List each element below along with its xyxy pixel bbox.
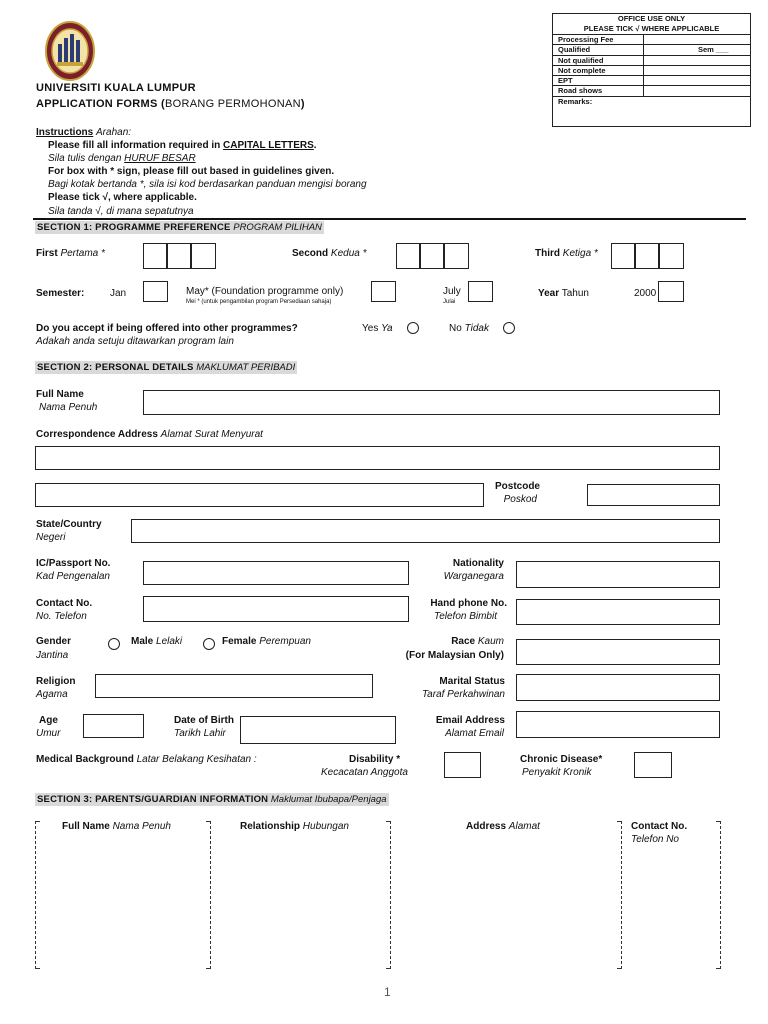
label-en: First — [36, 248, 58, 259]
year-box[interactable] — [658, 281, 684, 302]
form-title-paren-close: ) — [300, 98, 305, 110]
label-malay: Kedua * — [330, 248, 367, 259]
first-choice-box[interactable] — [167, 243, 191, 269]
handphone-input[interactable] — [516, 599, 720, 625]
postcode-label-malay: Poskod — [503, 494, 537, 505]
gender-female-radio[interactable] — [203, 638, 215, 650]
postcode-label: Postcode — [494, 481, 540, 492]
instruction-capital: HURUF BESAR — [124, 153, 196, 164]
column-bracket — [716, 821, 721, 969]
race-label — [400, 635, 504, 648]
label-en: Relationship — [240, 821, 301, 832]
office-use-subtitle: PLEASE TICK √ WHERE APPLICABLE — [583, 24, 720, 33]
address-line1-input[interactable] — [35, 446, 720, 470]
gender-male-radio[interactable] — [108, 638, 120, 650]
form-title-paren-open: ( — [160, 98, 165, 110]
second-choice-box[interactable] — [396, 243, 420, 269]
label-malay: Perempuan — [259, 636, 311, 647]
label-malay: Hubungan — [302, 821, 349, 832]
third-choice-label — [535, 247, 598, 260]
guardian-relationship-header — [240, 820, 349, 833]
form-title-english: APPLICATION FORMS — [36, 98, 158, 110]
office-row-label: Not qualified — [558, 55, 604, 65]
second-choice-box[interactable] — [444, 243, 469, 269]
form-title — [36, 98, 305, 111]
label-malay: Lelaki — [156, 636, 183, 647]
age-label-malay: Umur — [36, 728, 61, 739]
office-use-title: OFFICE USE ONLY — [617, 14, 686, 23]
semester-jan-label: Jan — [110, 288, 127, 299]
label-en: Full Name — [62, 821, 110, 832]
label-malay: Tidak — [464, 323, 489, 334]
section-title-text: SECTION 3: PARENTS/GUARDIAN INFORMATION — [37, 794, 269, 805]
chronic-label: Chronic Disease* — [520, 754, 603, 765]
instruction-line: Please tick √, where applicable. — [48, 192, 197, 203]
guardian-address-header — [466, 820, 540, 833]
office-use-table — [552, 13, 751, 127]
instruction-line: Sila tanda √, di mana sepatutnya — [48, 206, 194, 217]
age-label: Age — [39, 715, 58, 726]
email-label: Email Address — [435, 715, 505, 726]
third-choice-box[interactable] — [611, 243, 635, 269]
second-choice-box[interactable] — [420, 243, 444, 269]
label-en: Female — [222, 636, 257, 647]
label-malay: Tahun — [561, 288, 589, 299]
label-malay: Alamat Surat Menyurat — [160, 429, 263, 440]
address-line2-input[interactable] — [35, 483, 484, 507]
ic-label-malay: Kad Pengenalan — [36, 571, 110, 582]
ic-label: IC/Passport No. — [36, 558, 111, 569]
label-malay: Kaum — [477, 636, 504, 647]
section-subtitle-text: Maklumat Ibubapa/Penjaga — [270, 794, 387, 805]
university-logo — [44, 20, 96, 82]
email-input[interactable] — [516, 711, 720, 738]
office-sem: Sem ___ — [698, 45, 729, 55]
label-en: Correspondence Address — [36, 429, 158, 440]
instruction-period: . — [313, 140, 317, 151]
label-en: Third — [535, 248, 560, 259]
section-subtitle-text: MAKLUMAT PERIBADI — [196, 362, 296, 373]
second-choice-label — [292, 247, 367, 260]
office-row — [553, 86, 750, 96]
year-label — [538, 287, 589, 300]
full-name-input[interactable] — [143, 390, 720, 415]
first-choice-label — [36, 247, 105, 260]
gender-female-label — [222, 635, 311, 648]
semester-may-box[interactable] — [371, 281, 396, 302]
label-en: Male — [131, 636, 154, 647]
state-label: State/Country — [36, 519, 102, 530]
instruction-capital: CAPITAL LETTERS — [223, 140, 314, 151]
office-row — [553, 35, 750, 45]
label-malay: Ya — [381, 323, 393, 334]
dob-input[interactable] — [240, 716, 396, 744]
age-input[interactable] — [83, 714, 144, 738]
office-row — [553, 45, 750, 55]
chronic-label-malay: Penyakit Kronik — [522, 767, 592, 778]
semester-may-note: Mei * (untuk pengambilan program Persediaan sahaja) — [186, 299, 332, 305]
instruction-text: Please fill all information required in — [48, 140, 224, 151]
third-choice-box[interactable] — [659, 243, 684, 269]
disability-label-malay: Kecacatan Anggota — [321, 767, 408, 778]
instruction-line: Bagi kotak bertanda *, sila isi kod berdasarkan panduan mengisi borang — [48, 179, 367, 190]
first-choice-box[interactable] — [191, 243, 216, 269]
race-input[interactable] — [516, 639, 720, 665]
column-bracket — [35, 821, 40, 969]
address-label — [36, 428, 263, 441]
page-number: 1 — [384, 985, 391, 999]
first-choice-box[interactable] — [143, 243, 167, 269]
semester-may-label: May* (Foundation programme only) — [186, 286, 344, 297]
office-use-header — [553, 14, 750, 35]
religion-label-malay: Agama — [36, 689, 68, 700]
contact-no-input[interactable] — [143, 596, 409, 622]
accept-other-question: Do you accept if being offered into other programmes? — [36, 323, 298, 334]
disability-label: Disability * — [349, 754, 401, 765]
medical-label — [36, 753, 257, 766]
office-row — [553, 56, 750, 66]
state-country-input[interactable] — [131, 519, 720, 543]
label-malay: Nama Penuh — [112, 821, 171, 832]
guardian-fullname-header — [62, 820, 171, 833]
office-row-label: Not complete — [558, 65, 606, 75]
instruction-text: Sila tulis dengan — [48, 153, 125, 164]
office-row-label: Qualified — [558, 45, 591, 55]
label-malay: Alamat — [508, 821, 540, 832]
office-row — [553, 66, 750, 76]
section-subtitle-text: PROGRAM PILIHAN — [233, 222, 322, 233]
third-choice-box[interactable] — [635, 243, 659, 269]
office-row — [553, 76, 750, 86]
full-name-label: Full Name — [36, 389, 84, 400]
postcode-input[interactable] — [587, 484, 720, 506]
section3-title — [35, 793, 389, 806]
gender-label-malay: Jantina — [36, 650, 69, 661]
accept-other-question-malay: Adakah anda setuju ditawarkan program lain — [36, 336, 234, 347]
section-title-text: SECTION 2: PERSONAL DETAILS — [37, 362, 194, 373]
label-en: No — [449, 323, 462, 334]
column-bracket — [386, 821, 391, 969]
label-malay: Ketiga * — [562, 248, 598, 259]
label-malay: Latar Belakang Kesihatan : — [136, 754, 257, 765]
handphone-label-malay: Telefon Bimbit — [434, 611, 497, 622]
accept-yes-label — [362, 322, 393, 335]
office-row-label: Road shows — [558, 86, 603, 96]
contact-label-malay: No. Telefon — [36, 611, 87, 622]
year-prefix: 2000 — [634, 288, 657, 299]
contact-label: Contact No. — [36, 598, 93, 609]
disability-box[interactable] — [444, 752, 481, 778]
nationality-label-malay: Warganegara — [443, 571, 504, 582]
nationality-label: Nationality — [452, 558, 504, 569]
label-en: Second — [292, 248, 329, 259]
guardian-contact-header: Contact No. — [631, 821, 688, 832]
accept-yes-radio[interactable] — [407, 322, 419, 334]
office-remarks: Remarks: — [558, 96, 593, 106]
label-en: Medical Background — [36, 754, 134, 765]
divider — [33, 218, 746, 220]
office-row-label: EPT — [558, 76, 573, 86]
instructions-heading-en: Instructions — [36, 127, 94, 138]
label-en: Race — [451, 636, 476, 647]
marital-label: Marital Status — [439, 676, 505, 687]
semester-label: Semester: — [36, 288, 85, 299]
semester-july-box[interactable] — [468, 281, 493, 302]
instruction-line — [48, 139, 317, 152]
label-en: Year — [538, 288, 560, 299]
state-label-malay: Negeri — [36, 532, 66, 543]
form-title-malay: BORANG PERMOHONAN — [164, 98, 301, 110]
section-title-text: SECTION 1: PROGRAMME PREFERENCE — [37, 222, 231, 233]
accept-no-label — [449, 322, 489, 335]
full-name-label-malay: Nama Penuh — [39, 402, 98, 413]
handphone-label: Hand phone No. — [430, 598, 507, 609]
marital-status-input[interactable] — [516, 674, 720, 701]
gender-label: Gender — [36, 636, 72, 647]
semester-jan-box[interactable] — [143, 281, 168, 302]
section2-title — [35, 361, 297, 374]
column-bracket — [617, 821, 622, 969]
nationality-input[interactable] — [516, 561, 720, 588]
semester-july-label: July — [443, 286, 461, 297]
label-en: Address — [466, 821, 507, 832]
semester-july-note: Julai — [443, 299, 456, 305]
office-row-label: Processing Fee — [558, 35, 614, 44]
university-name: UNIVERSITI KUALA LUMPUR — [36, 82, 196, 94]
guardian-contact-header-malay: Telefon No — [631, 834, 679, 845]
dob-label-malay: Tarikh Lahir — [174, 728, 226, 739]
instruction-line: For box with * sign, please fill out based in guidelines given. — [48, 166, 335, 177]
section1-title — [35, 221, 324, 234]
race-note: (For Malaysian Only) — [405, 650, 504, 661]
ic-passport-input[interactable] — [143, 561, 409, 585]
accept-no-radio[interactable] — [503, 322, 515, 334]
email-label-malay: Alamat Email — [445, 728, 504, 739]
religion-label: Religion — [36, 676, 76, 687]
instruction-line — [48, 152, 196, 165]
label-en: Yes — [362, 323, 379, 334]
religion-input[interactable] — [95, 674, 373, 698]
gender-male-label — [131, 635, 182, 648]
chronic-box[interactable] — [634, 752, 672, 778]
dob-label: Date of Birth — [174, 715, 234, 726]
column-bracket — [206, 821, 211, 969]
instructions-heading — [36, 126, 131, 139]
marital-label-malay: Taraf Perkahwinan — [421, 689, 505, 700]
label-malay: Pertama * — [60, 248, 105, 259]
instructions-heading-malay: Arahan: — [96, 127, 132, 138]
